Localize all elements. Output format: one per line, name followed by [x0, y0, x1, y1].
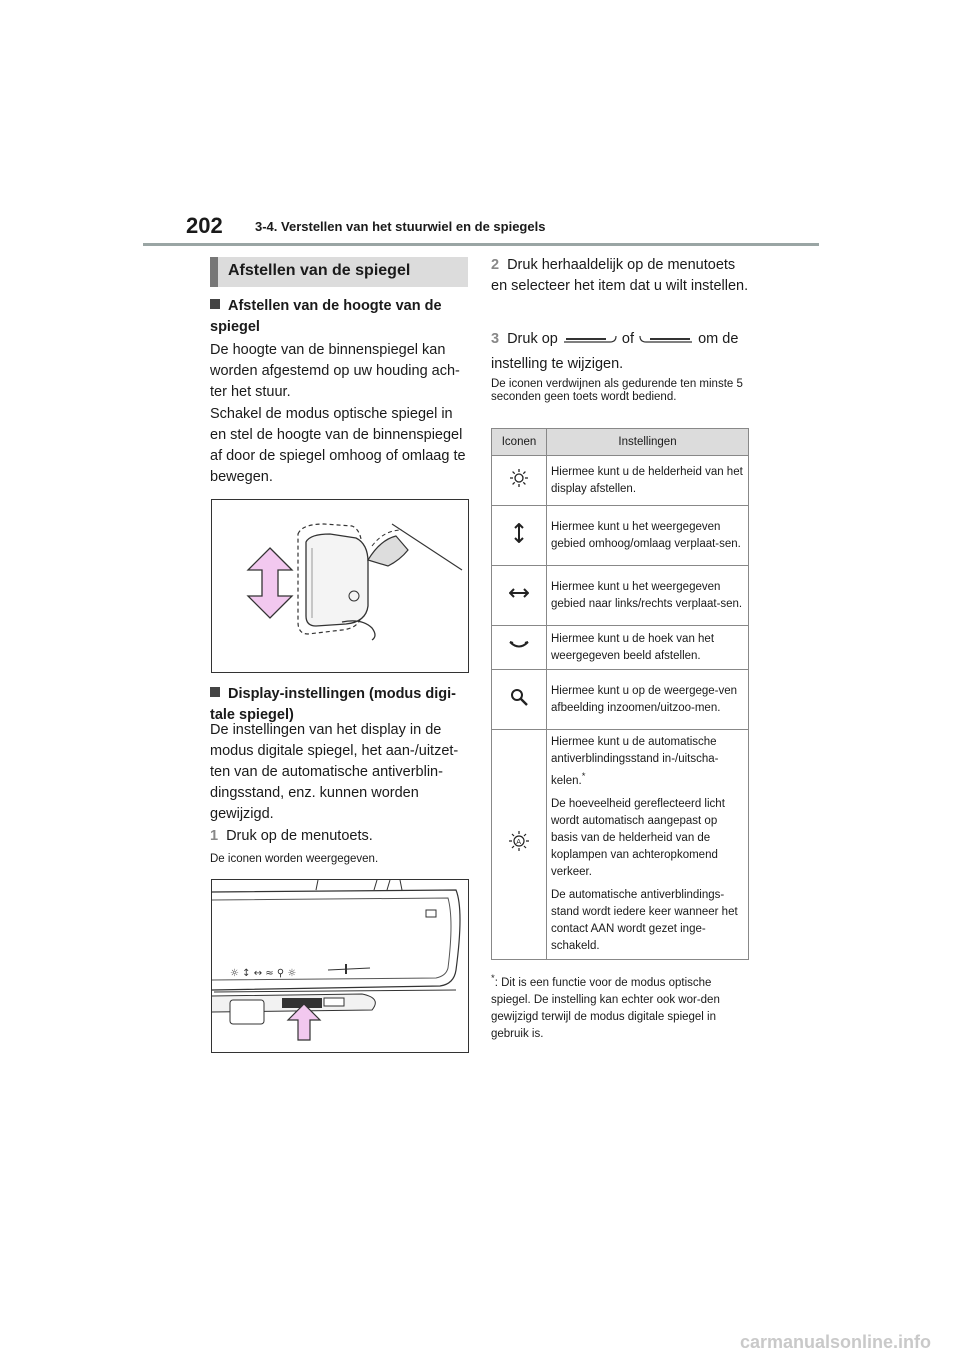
- auto-antiglare-icon: [492, 730, 547, 960]
- paragraph-optical-mode: Schakel de modus optische spiegel in en stel de hoogte van de binnenspiegel af door de spiegel omhoog of omlaag te bewegen.: [210, 406, 466, 485]
- table-row: [492, 670, 749, 730]
- table-cell-text: Hiermee kunt u het weergegeven gebied omhoog/omlaag verplaat-sen.: [547, 506, 749, 566]
- step-3-text-a: Druk op: [507, 331, 558, 347]
- table-row: [492, 456, 749, 506]
- antiglare-text: Hiermee kunt u de automatische antiverblindingsstand in-/uitscha-kelen.: [551, 736, 719, 787]
- section-title: Afstellen van de spiegel: [228, 262, 411, 279]
- footnote: [491, 970, 749, 1043]
- subheading-height-text: Afstellen van de hoogte van de spiegel: [210, 298, 442, 335]
- watermark: carmanualsonline.info: [740, 1332, 932, 1352]
- antiglare-extra-1: De hoeveelheid gereflecteerd licht wordt automatisch aangepast op basis van de helderheid van de koplampen van achteropkomend verkeer.: [551, 797, 725, 878]
- paragraph-display: De instellingen van het display in de modus digitale spiegel, het aan-/uitzet-ten van de automatische antiverblin-dingsstand, enz. kunnen worden gewijzigd.: [210, 722, 459, 822]
- magnifier-icon: [492, 670, 547, 730]
- table-header-settings: Instellingen: [547, 429, 749, 456]
- table-cell-text: Hiermee kunt u de helderheid van het display afstellen.: [547, 456, 749, 506]
- note-icons-shown: De iconen worden weergegeven.: [210, 853, 379, 865]
- footnote-text: : Dit is een functie voor de modus optische spiegel. De instelling kan echter ook wor-den gewijzigd terwijl de modus digitale spiegel in gebruik is.: [491, 976, 720, 1040]
- step-3-text-b: of: [621, 331, 635, 347]
- subheading-display-text: Display-instellingen (modus digi-tale spiegel): [210, 686, 456, 723]
- svg-text:A: A: [516, 838, 522, 847]
- svg-text:☼ ↕ ↔ ≈ ⚲ ☼: ☼ ↕ ↔ ≈ ⚲ ☼: [230, 968, 297, 979]
- mirror-display-illustration: [212, 880, 468, 1052]
- square-bullet-icon: [210, 687, 220, 697]
- header-rule: [143, 243, 819, 246]
- step-2-number: 2: [491, 257, 500, 273]
- step-3-number: 3: [491, 331, 500, 347]
- square-bullet-icon: [210, 299, 220, 309]
- brightness-icon: [492, 456, 547, 506]
- icons-table: [491, 428, 749, 960]
- note-icons-disappear: De iconen verdwijnen als gedurende ten minste 5 seconden geen toets wordt bediend.: [491, 378, 743, 403]
- step-1-text: Druk op de menutoets.: [226, 828, 373, 844]
- menu-button-figure: [211, 879, 469, 1053]
- mirror-height-figure: [211, 499, 469, 673]
- subheading-height: [210, 296, 468, 338]
- chapter-title: 3-4. Verstellen van het stuurwiel en de spiegels: [255, 219, 546, 234]
- table-row: [492, 626, 749, 670]
- horizontal-arrow-icon: [492, 566, 547, 626]
- left-button-icon: [562, 333, 618, 345]
- step-2: [491, 255, 749, 297]
- step-1-number: 1: [210, 828, 219, 844]
- table-header-row: [492, 429, 749, 456]
- table-cell-text: Hiermee kunt u de hoek van het weergegeven beeld afstellen.: [547, 626, 749, 670]
- angle-icon: [492, 626, 547, 670]
- footnote-ref: *: [581, 771, 586, 782]
- table-cell-text-multi: [547, 730, 749, 960]
- antiglare-extra-2: De automatische antiverblindings-stand wordt iedere keer wanneer het contact AAN wordt gezet inge-schakeld.: [551, 888, 738, 952]
- up-down-arrow-icon: [248, 548, 292, 618]
- table-cell-text: Hiermee kunt u het weergegeven gebied naar links/rechts verplaat-sen.: [547, 566, 749, 626]
- table-row: [492, 730, 749, 960]
- mirror-illustration: [212, 500, 468, 672]
- step-1: [210, 826, 468, 847]
- paragraph-height: De hoogte van de binnenspiegel kan worden afgestemd op uw houding ach-ter het stuur.: [210, 342, 460, 400]
- vertical-arrow-icon: [492, 506, 547, 566]
- step-2-text: Druk herhaaldelijk op de menutoets en selecteer het item dat u wilt instellen.: [491, 257, 749, 294]
- step-3-text-c: om de instelling te wijzigen.: [491, 331, 739, 372]
- footnote-mark: *: [491, 973, 495, 984]
- step-3: [491, 327, 749, 377]
- table-row: [492, 566, 749, 626]
- right-button-icon: [638, 333, 694, 345]
- table-header-icons: Iconen: [492, 429, 547, 456]
- section-heading: [210, 257, 468, 287]
- table-row: [492, 506, 749, 566]
- page-number: 202: [186, 213, 223, 238]
- table-cell-text: Hiermee kunt u op de weergege-ven afbeelding inzoomen/uitzoo-men.: [547, 670, 749, 730]
